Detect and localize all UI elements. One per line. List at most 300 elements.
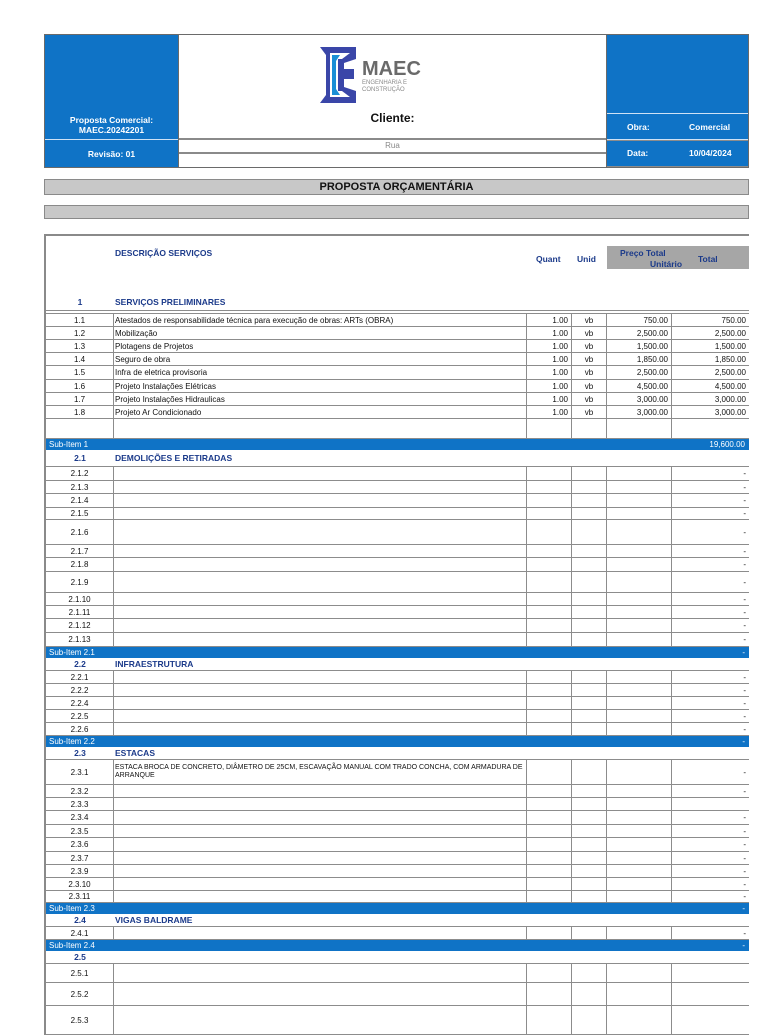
- item-total: -: [743, 840, 746, 849]
- subtotal-label: Sub-Item 2.3: [49, 904, 95, 913]
- item-total: -: [743, 594, 746, 604]
- item-quantity: [527, 760, 572, 784]
- item-unit: vb: [572, 340, 607, 352]
- item-unit-price: [607, 606, 672, 618]
- item-unit-price: [607, 520, 672, 544]
- item-unit: [572, 494, 607, 507]
- maec-logo: [320, 45, 430, 105]
- item-description: ESTACA BROCA DE CONCRETO, DIÂMETRO DE 25CM, ESCAVAÇÃO MANUAL COM TRADO CONCHA, COM ARMADURA DE ARRANQUE: [114, 760, 527, 784]
- item-number: 2.1.6: [46, 520, 114, 544]
- item-total: -: [743, 928, 746, 938]
- table-row: [46, 619, 749, 633]
- col-total: Total: [698, 254, 718, 264]
- col-quantity: Quant: [536, 254, 561, 264]
- item-unit: vb: [572, 380, 607, 392]
- item-number: 2.1.3: [46, 481, 114, 493]
- table-row: [46, 785, 749, 798]
- item-quantity: [527, 572, 572, 592]
- item-number: 2.3.1: [46, 760, 114, 784]
- item-unit-price: [607, 508, 672, 519]
- section-header: [46, 914, 749, 927]
- item-number: 1.7: [46, 393, 114, 405]
- col-unit: Unid: [577, 254, 596, 264]
- item-quantity: 1.00: [527, 353, 572, 365]
- proposal-info-panel: [44, 34, 179, 168]
- table-row: [46, 760, 749, 785]
- item-unit-price: [607, 619, 672, 632]
- item-unit-price: [607, 671, 672, 683]
- item-number: 2.3.6: [46, 838, 114, 851]
- item-description: [114, 671, 527, 683]
- item-quantity: [527, 619, 572, 632]
- item-quantity: [527, 467, 572, 480]
- item-total: [672, 1006, 749, 1034]
- item-unit-price: 2,500.00: [607, 327, 672, 339]
- item-unit-price: [607, 838, 672, 851]
- item-unit: [572, 798, 607, 810]
- item-unit: [572, 983, 607, 1005]
- item-unit: [572, 964, 607, 982]
- item-total: 2,500.00: [714, 328, 746, 338]
- item-quantity: [527, 891, 572, 902]
- item-unit-price: 4,500.00: [607, 380, 672, 392]
- item-unit: [572, 891, 607, 902]
- section-header: [46, 294, 749, 311]
- item-unit: [572, 508, 607, 519]
- item-unit: [572, 723, 607, 735]
- item-unit: [572, 865, 607, 877]
- item-description: Atestados de responsabilidade técnica para execução de obras: ARTs (OBRA): [114, 314, 527, 326]
- item-total: -: [743, 482, 746, 492]
- table-row: [46, 545, 749, 558]
- table-row: [46, 606, 749, 619]
- item-unit-price: [607, 927, 672, 939]
- item-description: [114, 983, 527, 1005]
- item-description: [114, 811, 527, 824]
- item-unit: [572, 684, 607, 696]
- item-unit: [572, 545, 607, 557]
- item-number: 2.3.7: [46, 852, 114, 864]
- item-number: 2.3.2: [46, 785, 114, 797]
- table-row: [46, 633, 749, 647]
- item-total: 750.00: [721, 315, 746, 325]
- item-quantity: [527, 494, 572, 507]
- item-unit: vb: [572, 327, 607, 339]
- item-total: -: [743, 546, 746, 556]
- table-row: [46, 314, 749, 327]
- subtotal-label: Sub-Item 2.2: [49, 737, 95, 746]
- item-total: -: [743, 607, 746, 617]
- item-quantity: [527, 671, 572, 683]
- table-row: [46, 710, 749, 723]
- item-unit-price: [607, 878, 672, 890]
- item-description: [114, 878, 527, 890]
- item-description: [114, 710, 527, 722]
- subtotal-value: -: [742, 648, 745, 657]
- table-row: [46, 406, 749, 419]
- item-number: 2.5.1: [46, 964, 114, 982]
- item-description: [114, 865, 527, 877]
- item-quantity: 1.00: [527, 380, 572, 392]
- item-total: -: [743, 813, 746, 822]
- section-header: [46, 658, 749, 671]
- item-description: [114, 419, 527, 438]
- table-row: [46, 798, 749, 811]
- item-unit-price: [607, 865, 672, 877]
- date-label: Data:: [627, 148, 649, 158]
- table-row: [46, 494, 749, 508]
- item-unit: [572, 1006, 607, 1034]
- item-number: 2.2.4: [46, 697, 114, 709]
- table-row: [46, 520, 749, 545]
- item-total: -: [743, 724, 746, 734]
- item-total: -: [743, 509, 746, 518]
- document-title: PROPOSTA ORÇAMENTÁRIA: [44, 179, 749, 195]
- item-quantity: [527, 684, 572, 696]
- item-unit: [572, 811, 607, 824]
- item-quantity: [527, 697, 572, 709]
- item-quantity: [527, 593, 572, 605]
- item-unit-price: [607, 419, 672, 438]
- table-row: [46, 558, 749, 572]
- table-row: [46, 366, 749, 380]
- item-description: [114, 798, 527, 810]
- item-unit: [572, 878, 607, 890]
- item-unit: [572, 785, 607, 797]
- item-description: [114, 927, 527, 939]
- section-number: 2.3: [74, 748, 86, 758]
- section-header: [46, 450, 749, 467]
- item-quantity: [527, 785, 572, 797]
- item-description: Projeto Ar Condicionado: [114, 406, 527, 418]
- item-number: 2.1.7: [46, 545, 114, 557]
- item-total: -: [743, 767, 746, 777]
- item-description: Seguro de obra: [114, 353, 527, 365]
- item-unit: [572, 838, 607, 851]
- item-quantity: 1.00: [527, 406, 572, 418]
- item-total: -: [743, 892, 746, 901]
- col-description: DESCRIÇÃO SERVIÇOS: [115, 248, 213, 258]
- item-quantity: [527, 1006, 572, 1034]
- section-number: 2.4: [74, 915, 86, 925]
- item-quantity: [527, 825, 572, 837]
- item-total: 3,000.00: [714, 407, 746, 417]
- budget-table: [44, 234, 749, 1035]
- item-total: 4,500.00: [714, 381, 746, 391]
- section-title: DEMOLIÇÕES E RETIRADAS: [115, 453, 233, 463]
- item-unit: [572, 593, 607, 605]
- item-quantity: [527, 838, 572, 851]
- subtotal-value: -: [742, 904, 745, 913]
- item-number: 2.1.13: [46, 633, 114, 646]
- item-number: 2.1.2: [46, 467, 114, 480]
- item-unit-price: [607, 825, 672, 837]
- item-number: 2.3.5: [46, 825, 114, 837]
- col-unit-price-2: Unitário: [650, 259, 683, 269]
- item-unit-price: [607, 785, 672, 797]
- item-number: 2.1.5: [46, 508, 114, 519]
- item-number: 2.4.1: [46, 927, 114, 939]
- item-total: -: [743, 496, 746, 505]
- item-unit-price: [607, 558, 672, 571]
- item-unit: [572, 710, 607, 722]
- subtotal-row: [46, 647, 749, 658]
- item-total: -: [743, 672, 746, 682]
- item-unit-price: [607, 684, 672, 696]
- item-number: 2.1.12: [46, 619, 114, 632]
- table-row: [46, 508, 749, 520]
- item-quantity: [527, 545, 572, 557]
- item-unit-price: [607, 710, 672, 722]
- item-quantity: 1.00: [527, 314, 572, 326]
- svg-text:MAEC: MAEC: [362, 58, 421, 80]
- table-row: [46, 393, 749, 406]
- item-total: -: [743, 560, 746, 569]
- item-unit: [572, 419, 607, 438]
- subtotal-row: [46, 439, 749, 450]
- item-description: [114, 891, 527, 902]
- item-total: 1,850.00: [714, 354, 746, 364]
- item-unit-price: [607, 1006, 672, 1034]
- item-unit-price: [607, 633, 672, 646]
- item-number: 2.3.9: [46, 865, 114, 877]
- item-quantity: [527, 927, 572, 939]
- table-row: [46, 878, 749, 891]
- item-number: 2.5.3: [46, 1006, 114, 1034]
- item-unit-price: [607, 852, 672, 864]
- item-unit: [572, 633, 607, 646]
- item-total: -: [743, 879, 746, 889]
- item-unit: vb: [572, 393, 607, 405]
- item-description: Plotagens de Projetos: [114, 340, 527, 352]
- item-unit-price: [607, 983, 672, 1005]
- table-row: [46, 340, 749, 353]
- date-value: 10/04/2024: [689, 148, 732, 158]
- table-row: [46, 964, 749, 983]
- proposal-number: MAEC.20242201: [78, 125, 145, 135]
- item-number: 2.3.10: [46, 878, 114, 890]
- table-row: [46, 572, 749, 593]
- item-unit: [572, 760, 607, 784]
- item-quantity: [527, 811, 572, 824]
- item-quantity: 1.00: [527, 327, 572, 339]
- section-number: 2.2: [74, 659, 86, 669]
- item-unit: [572, 606, 607, 618]
- item-unit: [572, 852, 607, 864]
- item-description: [114, 593, 527, 605]
- item-description: [114, 481, 527, 493]
- item-description: [114, 467, 527, 480]
- item-number: 1.8: [46, 406, 114, 418]
- item-description: [114, 606, 527, 618]
- subtotal-value: 19,600.00: [709, 440, 745, 449]
- svg-text:ENGENHARIA E: ENGENHARIA E: [362, 80, 408, 86]
- item-quantity: [527, 983, 572, 1005]
- item-total: 1,500.00: [714, 341, 746, 351]
- item-quantity: [527, 481, 572, 493]
- item-number: [46, 419, 114, 438]
- client-panel: [179, 34, 606, 168]
- item-total: -: [743, 866, 746, 876]
- item-unit-price: [607, 593, 672, 605]
- section-title: INFRAESTRUTURA: [115, 659, 194, 669]
- item-total: [672, 798, 749, 810]
- item-description: [114, 684, 527, 696]
- item-total: -: [743, 577, 746, 587]
- item-number: 2.3.11: [46, 891, 114, 902]
- item-number: 2.3.4: [46, 811, 114, 824]
- table-row: [46, 353, 749, 366]
- obra-value: Comercial: [689, 122, 731, 132]
- item-description: [114, 520, 527, 544]
- subtotal-label: Sub-Item 1: [49, 440, 89, 449]
- table-row: [46, 481, 749, 494]
- item-unit-price: [607, 798, 672, 810]
- section-header: [46, 747, 749, 760]
- item-quantity: [527, 964, 572, 982]
- item-unit-price: [607, 697, 672, 709]
- item-unit: vb: [572, 353, 607, 365]
- table-row: [46, 865, 749, 878]
- svg-text:CONSTRUÇÃO: CONSTRUÇÃO: [362, 87, 405, 93]
- table-row: [46, 684, 749, 697]
- item-total: -: [743, 826, 746, 836]
- item-unit: [572, 520, 607, 544]
- item-unit: [572, 481, 607, 493]
- table-row: [46, 811, 749, 825]
- item-number: 2.1.8: [46, 558, 114, 571]
- section-title: VIGAS BALDRAME: [115, 915, 193, 925]
- item-quantity: 1.00: [527, 366, 572, 379]
- item-description: Mobilização: [114, 327, 527, 339]
- subtotal-label: Sub-Item 2.1: [49, 648, 95, 657]
- table-row: [46, 327, 749, 340]
- item-number: 1.5: [46, 366, 114, 379]
- item-description: [114, 572, 527, 592]
- item-unit: vb: [572, 314, 607, 326]
- item-unit: vb: [572, 406, 607, 418]
- item-total: -: [743, 711, 746, 721]
- item-total: -: [743, 527, 746, 537]
- table-row: [46, 891, 749, 903]
- item-unit-price: [607, 811, 672, 824]
- item-total: 2,500.00: [714, 368, 746, 377]
- section-number: 2.5: [74, 952, 86, 962]
- item-total: -: [743, 698, 746, 708]
- subtotal-value: -: [742, 737, 745, 746]
- item-description: [114, 508, 527, 519]
- item-quantity: [527, 558, 572, 571]
- item-unit: [572, 558, 607, 571]
- item-number: 1.3: [46, 340, 114, 352]
- item-description: Projeto Instalações Elétricas: [114, 380, 527, 392]
- item-unit-price: 750.00: [607, 314, 672, 326]
- subtotal-row: [46, 903, 749, 914]
- item-description: [114, 619, 527, 632]
- item-number: 2.5.2: [46, 983, 114, 1005]
- item-number: 2.2.6: [46, 723, 114, 735]
- obra-label: Obra:: [627, 122, 650, 132]
- item-unit-price: [607, 494, 672, 507]
- proposal-label: Proposta Comercial:: [69, 115, 154, 125]
- subtotal-row: [46, 736, 749, 747]
- item-quantity: [527, 710, 572, 722]
- item-unit-price: 1,500.00: [607, 340, 672, 352]
- item-number: 2.2.5: [46, 710, 114, 722]
- item-number: 2.1.10: [46, 593, 114, 605]
- item-quantity: [527, 723, 572, 735]
- item-description: [114, 697, 527, 709]
- item-unit-price: 1,850.00: [607, 353, 672, 365]
- item-unit: [572, 697, 607, 709]
- item-total: [672, 419, 749, 438]
- item-total: [672, 964, 749, 982]
- item-total: [672, 983, 749, 1005]
- table-header: [46, 236, 749, 294]
- table-row: [46, 1006, 749, 1035]
- item-number: 2.1.4: [46, 494, 114, 507]
- item-number: 2.3.3: [46, 798, 114, 810]
- item-unit: [572, 671, 607, 683]
- section-title: SERVIÇOS PRELIMINARES: [115, 297, 226, 307]
- item-quantity: [527, 878, 572, 890]
- item-description: [114, 494, 527, 507]
- item-unit-price: 2,500.00: [607, 366, 672, 379]
- table-row: [46, 380, 749, 393]
- col-unit-price: Preço Total: [620, 248, 666, 258]
- item-description: [114, 545, 527, 557]
- item-number: 1.2: [46, 327, 114, 339]
- item-description: [114, 964, 527, 982]
- item-total: -: [743, 635, 746, 644]
- table-row: [46, 593, 749, 606]
- item-number: 2.2.1: [46, 671, 114, 683]
- subtotal-value: -: [742, 941, 745, 950]
- item-quantity: [527, 852, 572, 864]
- table-row: [46, 671, 749, 684]
- item-unit-price: [607, 572, 672, 592]
- item-unit-price: [607, 723, 672, 735]
- item-unit-price: [607, 545, 672, 557]
- table-row: [46, 419, 749, 439]
- street-label: Rua: [385, 141, 400, 150]
- item-total: -: [743, 621, 746, 630]
- item-unit-price: [607, 760, 672, 784]
- item-unit-price: 3,000.00: [607, 406, 672, 418]
- item-quantity: [527, 419, 572, 438]
- item-number: 1.1: [46, 314, 114, 326]
- item-quantity: [527, 798, 572, 810]
- item-description: [114, 633, 527, 646]
- item-number: 2.2.2: [46, 684, 114, 696]
- table-row: [46, 723, 749, 736]
- item-quantity: [527, 606, 572, 618]
- item-description: [114, 723, 527, 735]
- section-number: 2.1: [74, 453, 86, 463]
- section-header: [46, 951, 749, 964]
- item-description: [114, 1006, 527, 1034]
- item-unit-price: [607, 467, 672, 480]
- item-description: Infra de eletrica provisoria: [114, 366, 527, 379]
- table-row: [46, 838, 749, 852]
- item-quantity: [527, 633, 572, 646]
- item-number: 2.1.9: [46, 572, 114, 592]
- item-total: -: [743, 685, 746, 695]
- item-description: Projeto Instalações Hidraulicas: [114, 393, 527, 405]
- item-unit: vb: [572, 366, 607, 379]
- section-title: ESTACAS: [115, 748, 155, 758]
- section-number: 1: [77, 297, 83, 307]
